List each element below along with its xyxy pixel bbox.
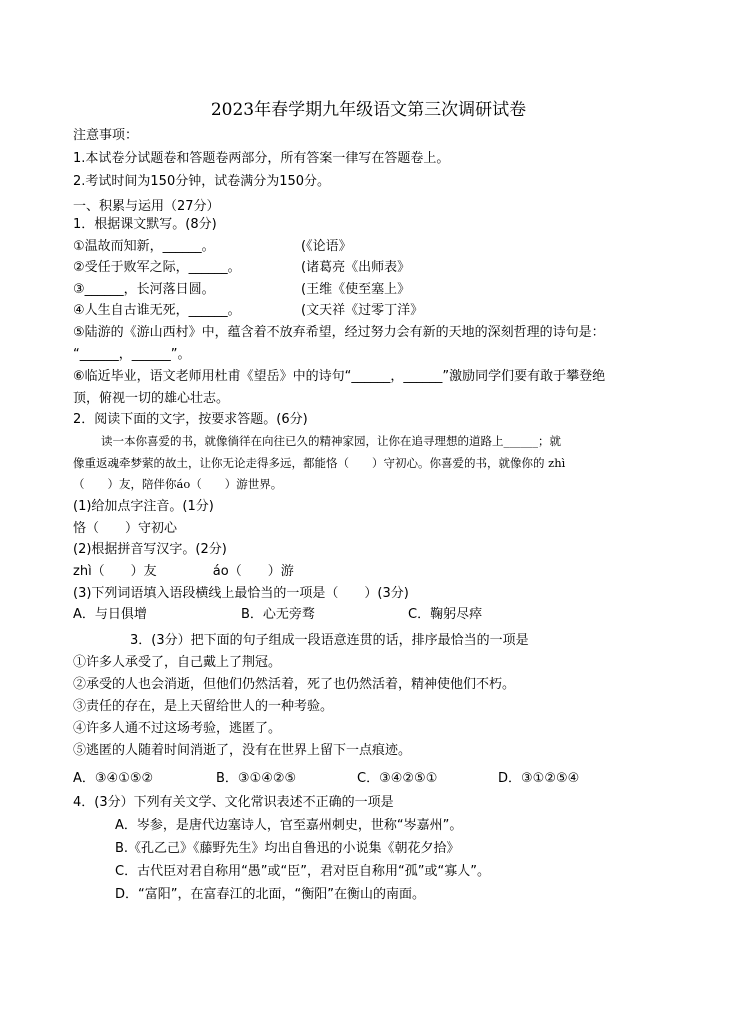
notes-item-1: 1.本试卷分试题卷和答题卷两部分，所有答案一律写在答题卷上。	[73, 151, 450, 166]
q1-item-3: ③______，长河落日圆。	[73, 282, 215, 297]
q1-item-1-source: (《论语》	[301, 239, 352, 254]
q3-sentence-1: ①许多人承受了，自己戴上了荆冠。	[73, 655, 282, 670]
notes-heading: 注意事项：	[73, 128, 139, 143]
page-title: 2023年春学期九年级语文第三次调研试卷	[210, 100, 527, 120]
q1-stem: 1．根据课文默写。(8分)	[73, 217, 217, 232]
q4-option-c: C．古代臣对君自称用“愚”或“臣”，君对臣自称用“孤”或“寡人”。	[115, 864, 490, 879]
q1-item-4-source: (文天祥《过零丁洋》	[301, 303, 424, 318]
q4-option-d: D．“富阳”，在富春江的北面，“衡阳”在衡山的南面。	[115, 887, 425, 902]
q1-item-5-blanks: “______，______”。	[73, 347, 191, 362]
q4-stem: 4．(3分）下列有关文学、文化常识表述不正确的一项是	[73, 795, 394, 810]
q2-option-c: C．鞠躬尽瘁	[408, 607, 483, 622]
q2-sub2-line: zhì（ ）友 áo（ ）游	[73, 564, 294, 579]
q2-option-b: B．心无旁骛	[241, 607, 315, 622]
q1-item-4: ④人生自古谁无死，______。	[73, 303, 241, 318]
q2-stem: 2．阅读下面的文字，按要求答题。(6分)	[73, 412, 308, 427]
q3-sentence-4: ④许多人通不过这场考验，逃匿了。	[73, 721, 282, 736]
q1-item-1: ①温故而知新，______。	[73, 239, 215, 254]
q3-option-a: A．③④①⑤②	[73, 771, 154, 786]
q3-sentence-2: ②承受的人也会消逝，但他们仍然活着，死了也仍然活着，精神使他们不朽。	[73, 677, 516, 692]
q1-item-6: ⑥临近毕业，语文老师用杜甫《望岳》中的诗句“______，______”激励同学们要有敢于攀登绝	[73, 369, 606, 384]
q3-sentence-5: ⑤逃匿的人随着时间消逝了，没有在世界上留下一点痕迹。	[73, 743, 412, 758]
q2-passage-line-2: 像重返魂牵梦萦的故土，让你无论走得多远，都能恪（ ）守初心。你喜爱的书，就像你的 zhì	[73, 456, 566, 470]
q2-passage-line-3: （ ）友，陪伴你áo（ ）游世界。	[73, 477, 283, 491]
q2-passage-line-1: 读一本你喜爱的书，就像徜徉在向往已久的精神家园，让你在追寻理想的道路上______；就	[101, 434, 561, 448]
q3-option-b: B．③①④②⑤	[216, 771, 297, 786]
q2-sub1-line: 恪（ ）守初心	[73, 521, 178, 536]
q2-option-a: A．与日俱增	[73, 607, 147, 622]
q3-option-d: D．③①②⑤④	[498, 771, 580, 786]
q1-item-6-cont: 顶，俯视一切的雄心壮志。	[73, 391, 230, 406]
q1-item-3-source: (王维《使至塞上》	[301, 282, 411, 297]
q1-item-5: ⑤陆游的《游山西村》中，蕴含着不放弃希望，经过努力会有新的天地的深刻哲理的诗句是：	[73, 325, 605, 340]
q3-sentence-3: ③责任的存在，是上天留给世人的一种考验。	[73, 699, 334, 714]
q2-sub3: (3)下列词语填入语段横线上最恰当的一项是（ ）(3分)	[73, 586, 409, 601]
section-heading: 一、积累与运用（27分）	[73, 199, 220, 214]
q4-option-b: B.《孔乙己》《藤野先生》均出自鲁迅的小说集《朝花夕拾》	[115, 841, 460, 856]
q3-option-c: C．③④②⑤①	[357, 771, 438, 786]
q4-option-a: A．岑参，是唐代边塞诗人，官至嘉州刺史，世称“岑嘉州”。	[115, 818, 463, 833]
q1-item-2: ②受任于败军之际，______。	[73, 260, 241, 275]
notes-item-2: 2.考试时间为150分钟，试卷满分为150分。	[73, 174, 331, 189]
q2-sub1: (1)给加点字注音。(1分)	[73, 499, 214, 514]
q3-stem: 3．(3分）把下面的句子组成一段语意连贯的话，排序最恰当的一项是	[130, 633, 529, 648]
q2-sub2: (2)根据拼音写汉字。(2分)	[73, 542, 227, 557]
q1-item-2-source: (诸葛亮《出师表》	[301, 260, 411, 275]
